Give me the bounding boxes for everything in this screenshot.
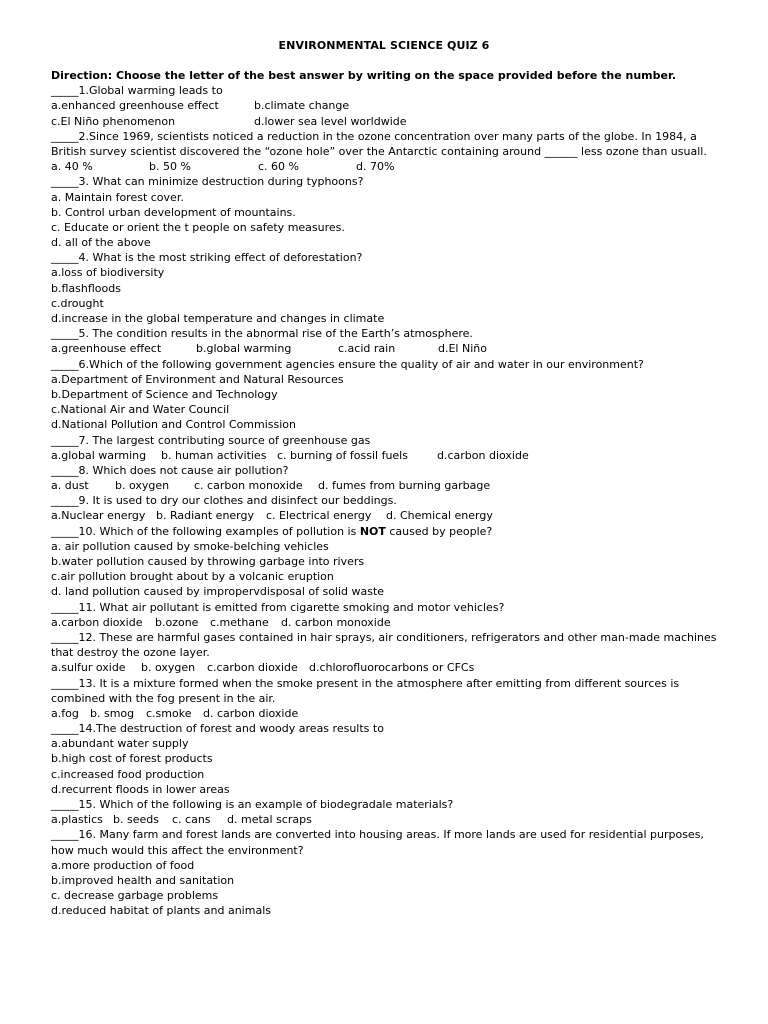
question-11-stem: _____11. What air pollutant is emitted from cigarette smoking and motor vehicles? bbox=[51, 600, 505, 614]
question-9-option-b: b. Radiant energy bbox=[156, 509, 255, 523]
question-1-option-b: b.climate change bbox=[254, 99, 350, 113]
question-16-stem-line-1: _____16. Many farm and forest lands are converted into housing areas. If more lands are used for residential purposes, bbox=[51, 828, 704, 842]
question-1-options-row-2 bbox=[51, 114, 723, 129]
question-2-stem-line-1: _____2.Since 1969, scientists noticed a reduction in the ozone concentration over many parts of the globe. In 1984, a bbox=[51, 129, 697, 143]
question-8-options bbox=[51, 478, 723, 493]
question-9-option-a: a.Nuclear energy bbox=[51, 509, 146, 523]
question-13-stem-line-2: combined with the fog present in the air. bbox=[51, 691, 276, 705]
question-6-option-a: a.Department of Environment and Natural Resources bbox=[51, 372, 344, 386]
question-15-option-a: a.plastics bbox=[51, 813, 103, 827]
question-10-option-b: b.water pollution caused by throwing garbage into rivers bbox=[51, 555, 365, 568]
question-2-option-b: b. 50 % bbox=[149, 160, 191, 174]
question-14-option-a: a.abundant water supply bbox=[51, 737, 189, 751]
question-12-option-a: a.sulfur oxide bbox=[51, 661, 126, 675]
question-16-option-a: a.more production of food bbox=[51, 858, 195, 872]
question-2-option-c: c. 60 % bbox=[258, 160, 299, 174]
question-11-option-b: b.ozone bbox=[155, 615, 199, 629]
question-16-option-b: b.improved health and sanitation bbox=[51, 873, 235, 887]
question-7-options bbox=[51, 448, 723, 463]
question-5-option-b: b.global warming bbox=[196, 342, 292, 356]
question-5-option-a: a.greenhouse effect bbox=[51, 342, 162, 356]
question-14-option-b: b.high cost of forest products bbox=[51, 752, 213, 766]
question-7-option-c: c. burning of fossil fuels bbox=[277, 448, 408, 462]
question-2-option-d: d. 70% bbox=[356, 160, 395, 174]
question-13-option-b: b. smog bbox=[90, 706, 135, 720]
question-10-stem-emphasis: NOT bbox=[359, 524, 386, 538]
question-5-option-d: d.El Niño bbox=[438, 342, 487, 356]
question-5-option-c: c.acid rain bbox=[338, 342, 396, 356]
question-16-stem-line-2: how much would this affect the environment? bbox=[51, 843, 304, 857]
question-4-stem: _____4. What is the most striking effect of deforestation? bbox=[51, 251, 363, 265]
question-1-options-row-1 bbox=[51, 98, 723, 113]
question-4-option-c: c.drought bbox=[51, 296, 104, 310]
question-14-option-d: d.recurrent floods in lower areas bbox=[51, 782, 230, 796]
question-12-option-b: b. oxygen bbox=[141, 661, 196, 675]
question-7-stem: _____7. The largest contributing source of greenhouse gas bbox=[51, 433, 371, 447]
question-13-option-d: d. carbon dioxide bbox=[203, 706, 299, 720]
question-8-option-a: a. dust bbox=[51, 479, 89, 493]
question-13-stem-line-1: _____13. It is a mixture formed when the smoke present in the atmosphere after emitting from different sources is bbox=[51, 676, 680, 690]
question-1-option-d: d.lower sea level worldwide bbox=[254, 114, 407, 128]
question-3-option-b: b. Control urban development of mountains. bbox=[51, 205, 296, 219]
question-5-options bbox=[51, 341, 723, 356]
question-14-option-c: c.increased food production bbox=[51, 767, 205, 781]
question-10-stem bbox=[51, 524, 723, 539]
question-15-option-d: d. metal scraps bbox=[227, 813, 312, 827]
question-13-option-c: c.smoke bbox=[146, 706, 192, 720]
question-3-option-d: d. all of the above bbox=[51, 236, 151, 250]
question-14-stem: _____14.The destruction of forest and woody areas results to bbox=[51, 722, 384, 736]
question-8-option-c: c. carbon monoxide bbox=[194, 479, 303, 493]
question-13-options bbox=[51, 706, 723, 721]
question-15-options bbox=[51, 812, 723, 827]
question-15-stem: _____15. Which of the following is an example of biodegradale materials? bbox=[51, 798, 454, 811]
direction-text: Direction: Choose the letter of the best answer by writing on the space provided before the number. bbox=[51, 69, 676, 82]
question-2-options bbox=[51, 159, 723, 174]
question-4-option-b: b.flashfloods bbox=[51, 281, 121, 295]
question-12-stem-line-2: that destroy the ozone layer. bbox=[51, 646, 210, 660]
question-8-option-b: b. oxygen bbox=[115, 479, 170, 493]
question-8-option-d: d. fumes from burning garbage bbox=[318, 479, 491, 493]
question-1-option-a: a.enhanced greenhouse effect bbox=[51, 99, 219, 113]
question-15-option-c: c. cans bbox=[172, 813, 211, 827]
question-16-option-d: d.reduced habitat of plants and animals bbox=[51, 904, 271, 918]
question-10-stem-end: caused by people? bbox=[385, 524, 493, 538]
question-16-option-c: c. decrease garbage problems bbox=[51, 889, 219, 903]
question-3-stem: _____3. What can minimize destruction during typhoons? bbox=[51, 175, 364, 189]
question-3-option-a: a. Maintain forest cover. bbox=[51, 190, 184, 204]
question-9-option-c: c. Electrical energy bbox=[266, 509, 372, 523]
question-11-options bbox=[51, 615, 723, 630]
question-7-option-a: a.global warming bbox=[51, 448, 147, 462]
question-5-stem: _____5. The condition results in the abnormal rise of the Earth’s atmosphere. bbox=[51, 327, 473, 341]
question-10-option-c: c.air pollution brought about by a volcanic eruption bbox=[51, 570, 334, 584]
question-7-option-d: d.carbon dioxide bbox=[437, 448, 529, 462]
question-9-options bbox=[51, 508, 723, 523]
question-11-option-c: c.methane bbox=[210, 615, 269, 629]
question-2-option-a: a. 40 % bbox=[51, 160, 93, 174]
question-11-option-a: a.carbon dioxide bbox=[51, 615, 143, 629]
question-1-stem: _____1.Global warming leads to bbox=[51, 84, 223, 98]
page-title: ENVIRONMENTAL SCIENCE QUIZ 6 bbox=[278, 39, 490, 52]
question-6-stem: _____6.Which of the following government agencies ensure the quality of air and water in our environment? bbox=[51, 357, 644, 371]
question-2-stem-line-2: British survey scientist discovered the “ozone hole” over the Antarctic containing around ______ less ozone than usuall. bbox=[51, 144, 707, 158]
question-12-options bbox=[51, 660, 723, 675]
question-12-stem-line-1: _____12. These are harmful gases contained in hair sprays, air conditioners, refrigerators and other man-made machines bbox=[51, 630, 717, 644]
question-4-option-a: a.loss of biodiversity bbox=[51, 266, 165, 280]
question-15-option-b: b. seeds bbox=[113, 813, 159, 827]
quiz-content bbox=[51, 68, 723, 919]
question-13-option-a: a.fog bbox=[51, 706, 79, 720]
question-11-option-d: d. carbon monoxide bbox=[281, 615, 391, 629]
question-9-option-d: d. Chemical energy bbox=[386, 509, 493, 523]
question-3-option-c: c. Educate or orient the t people on safety measures. bbox=[51, 220, 345, 234]
question-9-stem: _____9. It is used to dry our clothes and disinfect our beddings. bbox=[51, 494, 397, 508]
question-12-option-c: c.carbon dioxide bbox=[207, 661, 298, 675]
question-8-stem: _____8. Which does not cause air pollution? bbox=[51, 463, 289, 477]
question-10-stem-start: _____10. Which of the following examples of pollution is bbox=[51, 524, 360, 538]
question-6-option-c: c.National Air and Water Council bbox=[51, 403, 230, 417]
question-1-option-c: c.El Niño phenomenon bbox=[51, 114, 176, 128]
question-10-option-d: d. land pollution caused by impropervdisposal of solid waste bbox=[51, 585, 385, 599]
question-6-option-d: d.National Pollution and Control Commission bbox=[51, 418, 297, 432]
question-6-option-b: b.Department of Science and Technology bbox=[51, 387, 278, 401]
question-12-option-d: d.chlorofluorocarbons or CFCs bbox=[309, 661, 475, 675]
question-7-option-b: b. human activities bbox=[161, 448, 267, 462]
question-10-option-a: a. air pollution caused by smoke-belching vehicles bbox=[51, 539, 329, 553]
question-4-option-d: d.increase in the global temperature and changes in climate bbox=[51, 312, 385, 325]
